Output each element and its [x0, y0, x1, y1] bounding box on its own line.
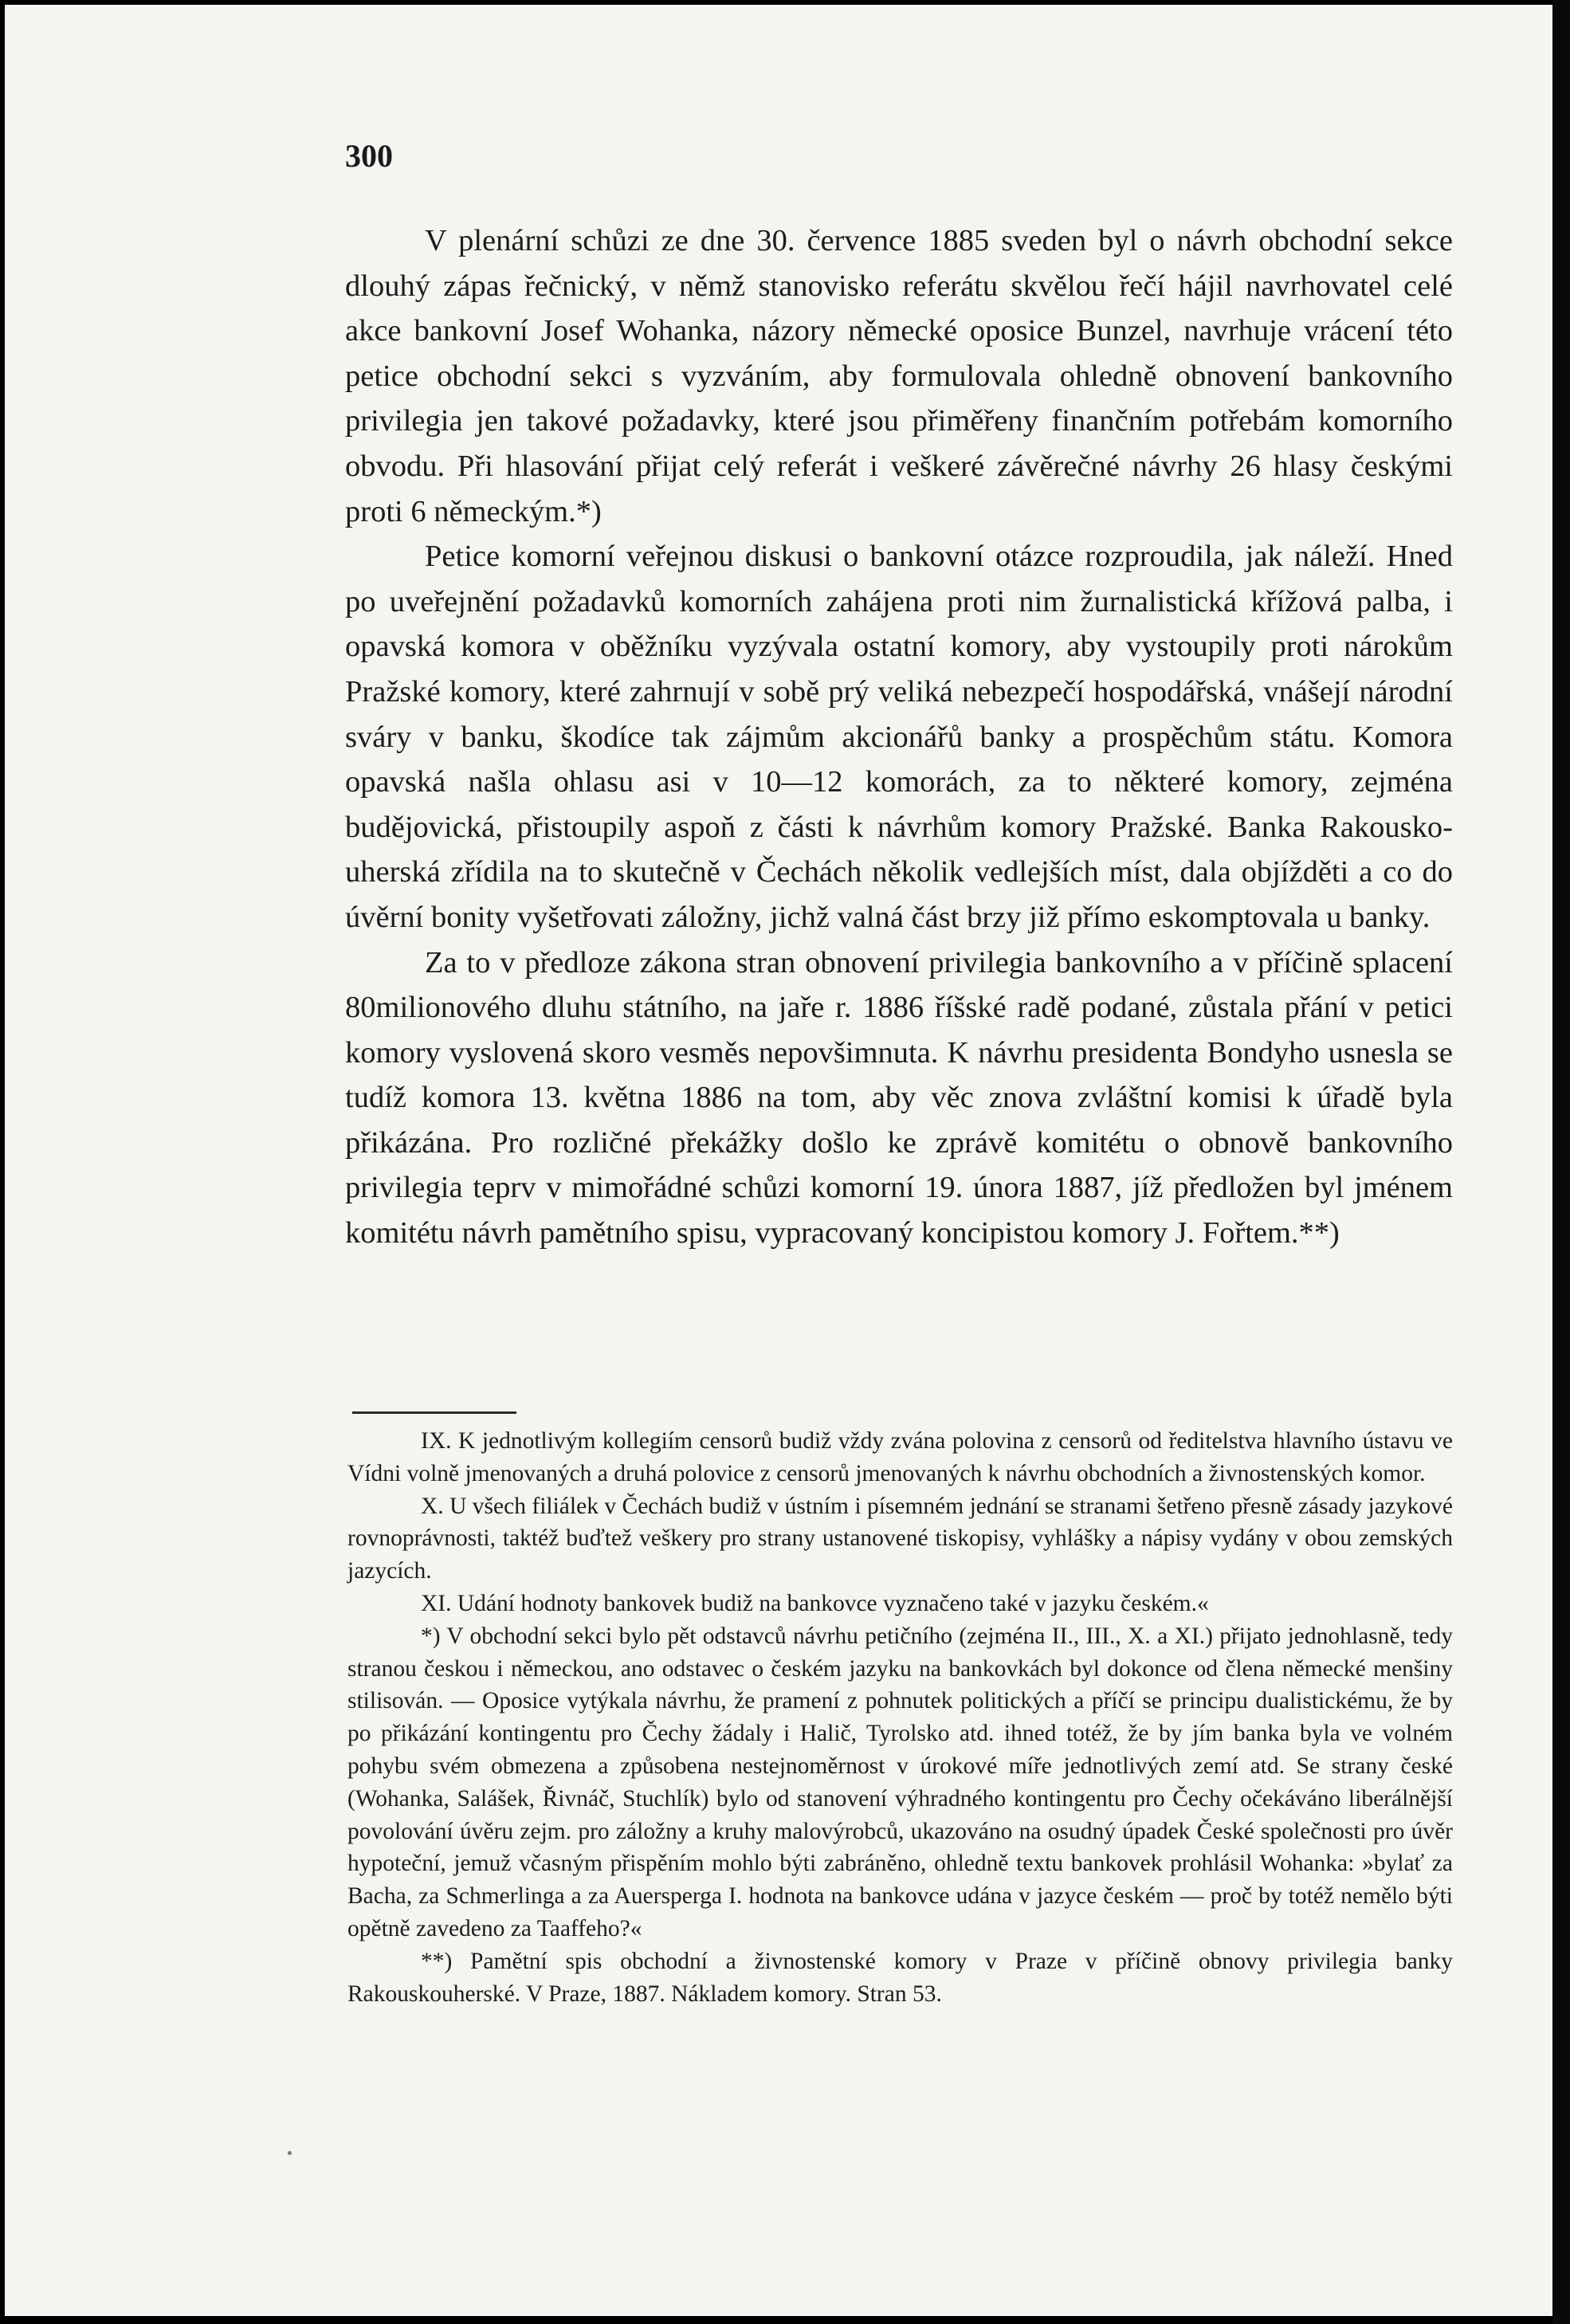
footnotes: [347, 1425, 1453, 2010]
footnote: X. U všech filiálek v Čechách budiž v ústním i písemném jednání se stranami šetřeno přesně zásady jazykové rovnoprávnosti, taktéž buďtež veškery pro strany ustanovené tiskopisy, vyhlášky a nápisy vydány v obou zemských jazycích.: [347, 1493, 1453, 1584]
page-number: 300: [345, 138, 393, 174]
paragraph: Petice komorní veřejnou diskusi o bankovní otázce rozproudila, jak náleží. Hned po uveřejnění požadavků komorních zahájena proti nim žurnalistická křížová palba, i opavská komora v oběžníku vyzývala ostatní komory, aby vystoupily proti nárokům Pražské komory, které zahrnují v sobě prý veliká nebezpečí hospodářská, vnášejí národní sváry v banku, škodíce tak zájmům akcionářů banky a prospěchům státu. Komora opavská našla ohlasu asi v 10—12 komorách, za to některé komory, zejména budějovická, přistoupily aspoň z části k návrhům komory Pražské. Banka Rakousko-uherská zřídila na to skutečně v Čechách několik vedlejších míst, dala objížděti a co do úvěrní bonity vyšetřovati záložny, jichž valná část brzy již přímo eskomptovala u banky.: [345, 540, 1453, 934]
book-page: [5, 5, 1552, 2316]
paragraph: V plenární schůzi ze dne 30. července 1885 sveden byl o návrh obchodní sekce dlouhý zápas řečnický, v němž stanovisko referátu skvělou řečí hájil navrhovatel celé akce bankovní Josef Wohanka, názory německé oposice Bunzel, navrhuje vrácení této petice obchodní sekci s vyzváním, aby formulovala ohledně obnovení bankovního privilegia jen takové požadavky, které jsou přiměřeny finančním potřebám komorního obvodu. Při hlasování přijat celý referát i veškeré závěrečné návrhy 26 hlasy českými proti 6 německým.*): [345, 224, 1453, 528]
footnote: IX. K jednotlivým kollegiím censorů budiž vždy zvána polovina z censorů od ředitelstva hlavního ústavu ve Vídni volně jmenovaných a druhá polovice z censorů jmenovaných k návrhu obchodních a živnostenských komor.: [347, 1428, 1453, 1486]
paragraph: Za to v předloze zákona stran obnovení privilegia bankovního a v příčině splacení 80milionového dluhu státního, na jaře r. 1886 říšské radě podané, zůstala přání v petici komory vyslovená skoro vesměs nepovšimnuta. K návrhu presidenta Bondyho usnesla se tudíž komora 13. května 1886 na tom, aby věc znova zvláštní komisi k úřadě byla přikázána. Pro rozličné překážky došlo ke zprávě komitétu o obnově bankovního privilegia teprv v mimořádné schůzi komorní 19. února 1887, jíž předložen byl jménem komitétu návrh pamětního spisu, vypracovaný koncipistou komory J. Fořtem.**): [345, 945, 1453, 1250]
scan-speck: [288, 2151, 292, 2155]
main-text: [345, 218, 1453, 1256]
footnote: **) Pamětní spis obchodní a živnostenské komory v Praze v příčině obnovy privilegia banky Rakouskouherské. V Praze, 1887. Nákladem komory. Stran 53.: [347, 1948, 1453, 2007]
scan-edge: [1552, 0, 1570, 2324]
footnote: *) V obchodní sekci bylo pět odstavců návrhu petičního (zejména II., III., X. a XI.) přijato jednohlasně, tedy stranou českou i německou, ano odstavec o českém jazyku na bankovkách byl dokonce od člena německé menšiny stilisován. — Oposice vytýkala návrhu, že pramení z pohnutek politických a příčí se principu dualistickému, že by po přikázání kontingentu pro Čechy žádaly i Halič, Tyrolsko atd. ihned totéž, že by jím banka byla ve volném pohybu svém obmezena a způsobena nestejnoměrnost v úrokové míře jednotlivých zemí atd. Se strany české (Wohanka, Salášek, Řivnáč, Stuchlík) bylo od stanovení výhradného kontingentu pro Čechy očekáváno liberálnější povolování úvěru zejm. pro záložny a kruhy malovýrobců, ukazováno na osudný úpadek České společnosti pro úvěr hypoteční, jemuž včasným přispěním mohlo býti zabráněno, ohledně textu bankovek prohlásil Wohanka: »bylať za Bacha, za Schmerlinga a za Auersperga I. hodnota na bankovce udána v jazyce českém — proč by totéž nemělo býti opětně zavedeno za Taaffeho?«: [347, 1623, 1453, 1941]
footnote-divider: [352, 1411, 516, 1414]
footnote: XI. Udání hodnoty bankovek budiž na bankovce vyznačeno také v jazyku českém.«: [421, 1590, 1209, 1616]
